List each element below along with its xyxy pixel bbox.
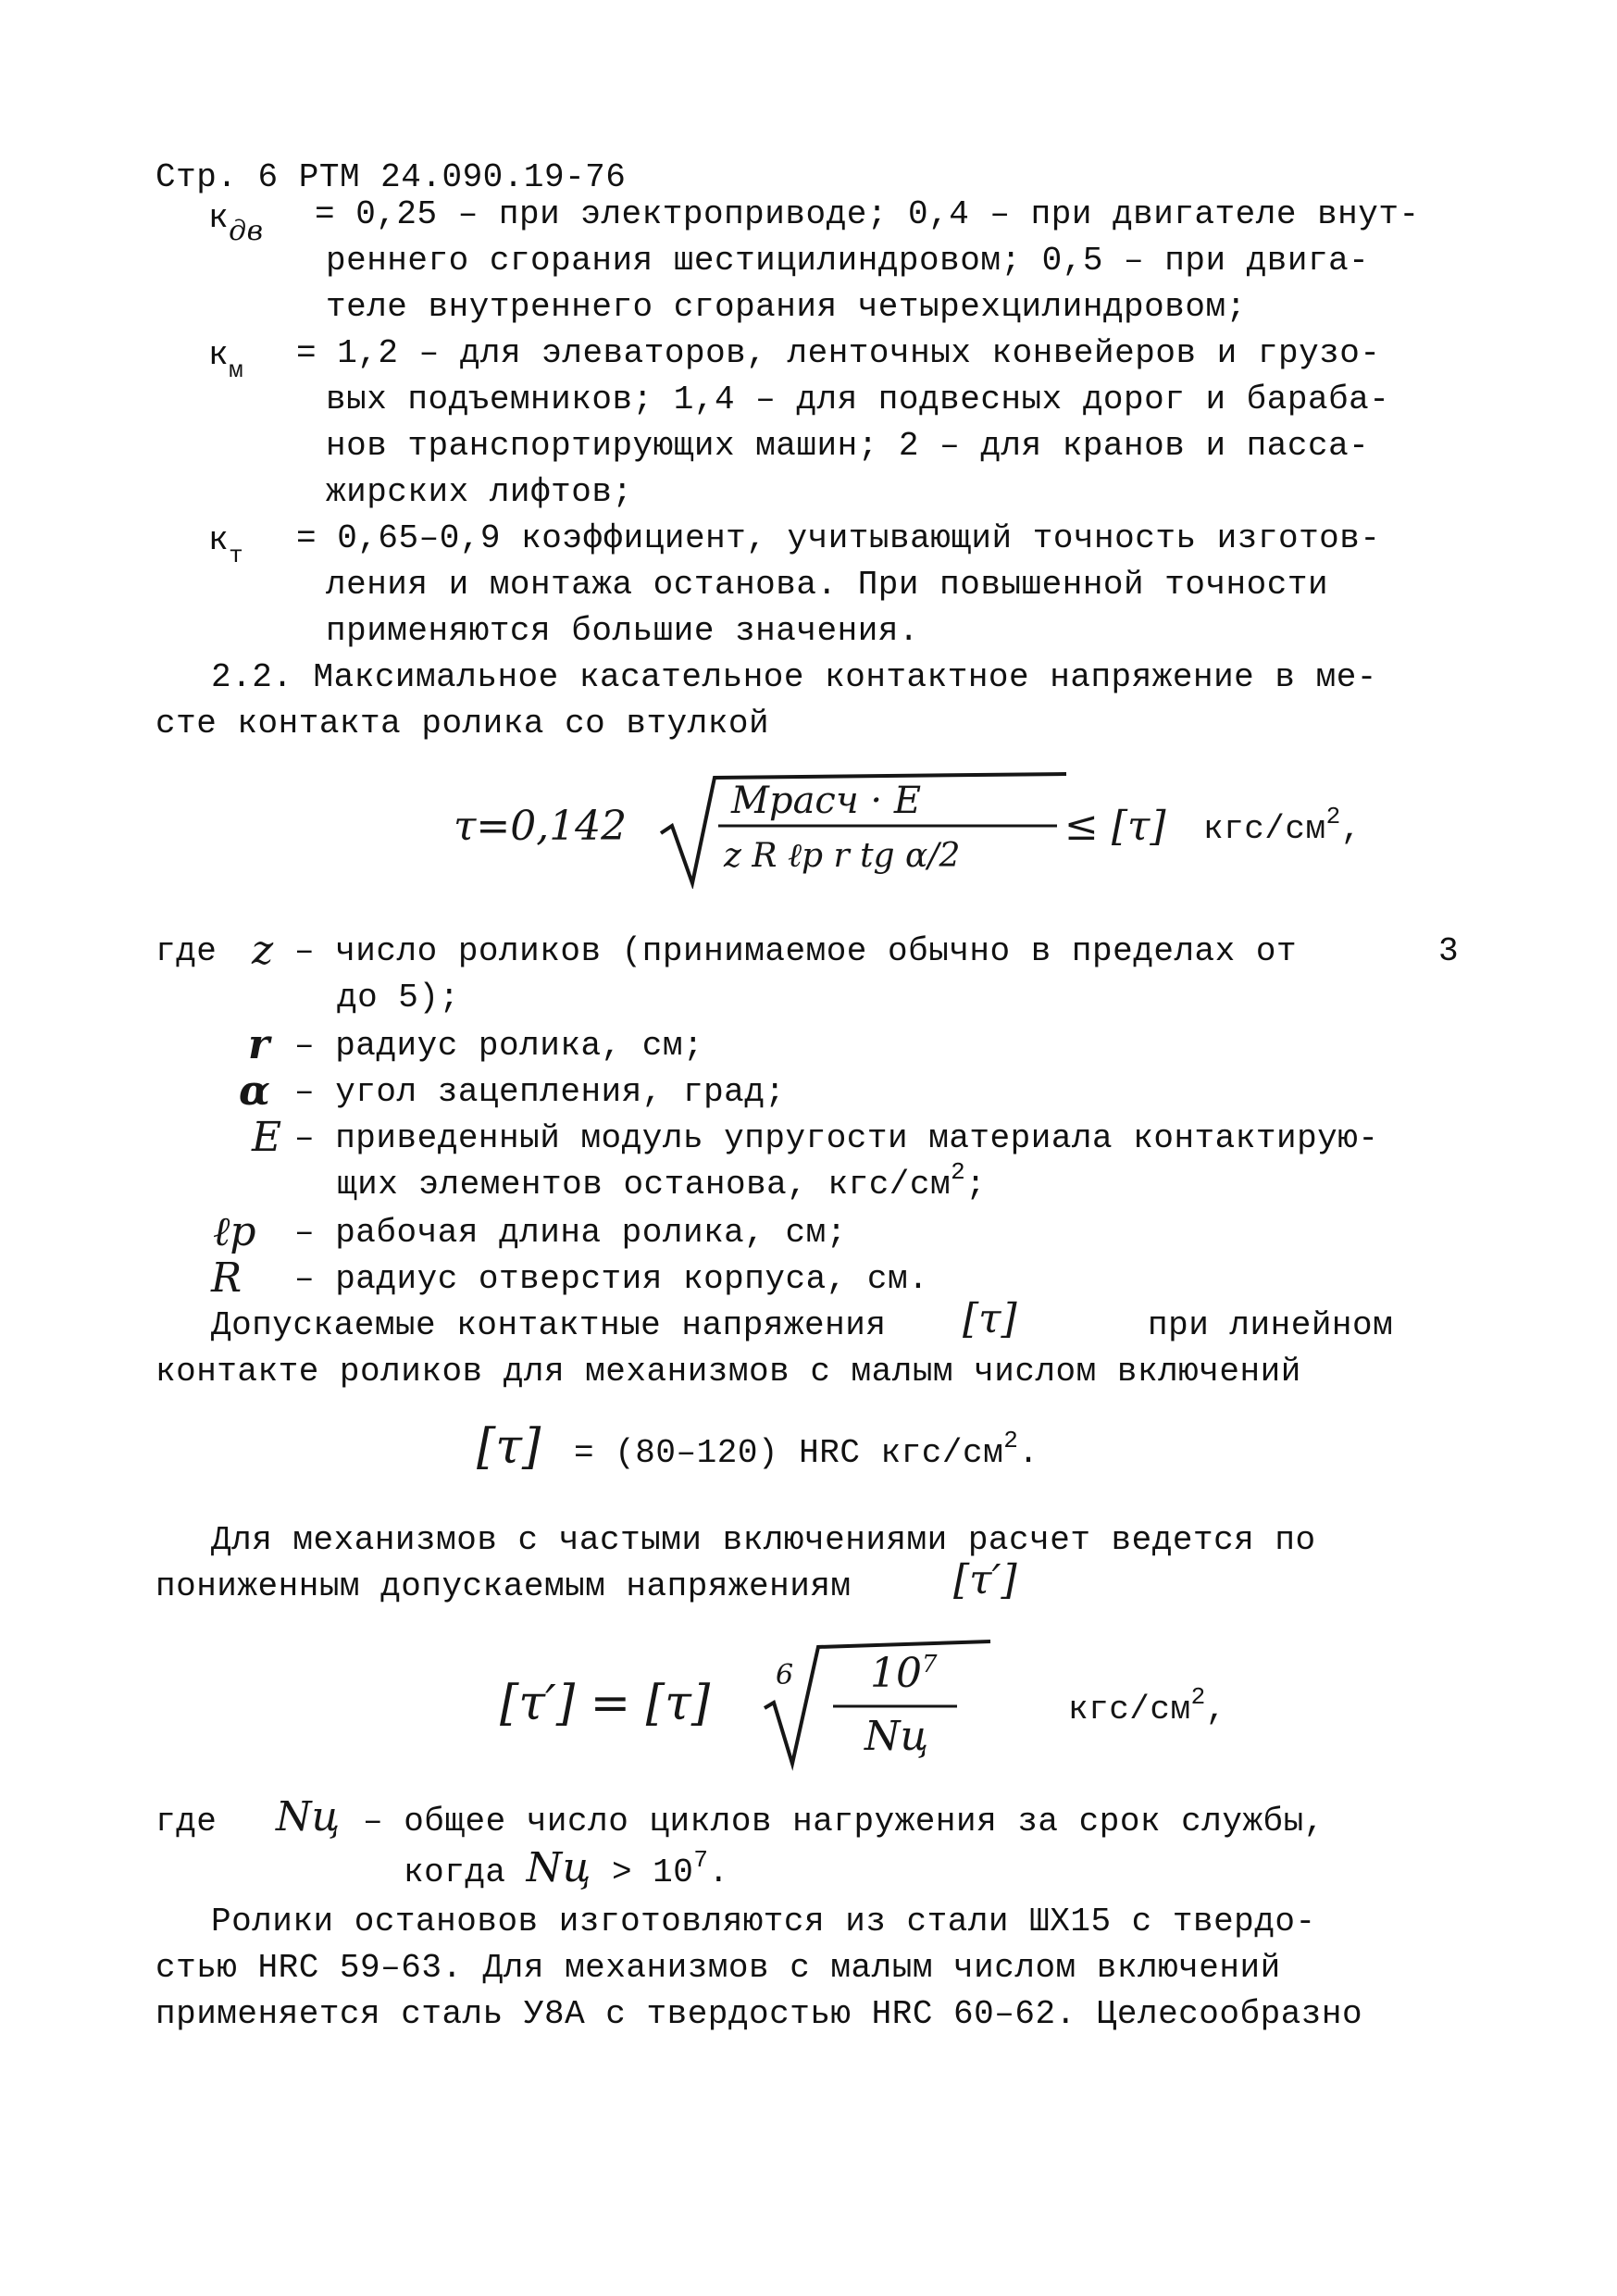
coefficient-kdv-line: теле внутреннего сгорания четырехцилиндровом; bbox=[326, 288, 1247, 326]
coefficient-kt-line: применяются большие значения. bbox=[326, 612, 920, 650]
def-symbol-z: z bbox=[252, 927, 274, 974]
formula-allowable-lhs: [τ] bbox=[477, 1419, 541, 1475]
def-cont-e: щих элементов останова, кгс/$см^2$; bbox=[337, 1158, 987, 1204]
allowable-symbol: [τ] bbox=[963, 1295, 1017, 1342]
def-text-z: – число роликов (принимаемое обычно в пределах от bbox=[294, 932, 1298, 970]
coefficient-km-line: жирских лифтов; bbox=[326, 473, 633, 511]
formula-unit: кгс/$см^2$, bbox=[1203, 803, 1362, 848]
fraction-numerator: $10^7$ bbox=[870, 1650, 938, 1697]
coefficient-km-symbol: $к_м$ bbox=[208, 336, 244, 384]
coefficient-km-line: = 1,2 – для элеваторов, ленточных конвейеров и грузо- bbox=[296, 334, 1381, 372]
cycles-symbol: Nц bbox=[276, 1793, 341, 1841]
materials-line: Ролики остановов изготовляются из стали ШХ15 с твердо- bbox=[211, 1903, 1316, 1940]
formula-lhs: τ=0,142 bbox=[454, 803, 628, 850]
document-code: РТМ 24.090.19-76 bbox=[298, 158, 627, 196]
coefficient-kdv-line: реннего сгорания шестицилиндровом; 0,5 – при двига- bbox=[326, 242, 1370, 280]
coefficient-kt-line: ления и монтажа останова. При повышенной точности bbox=[326, 566, 1329, 604]
frequent-symbol: [τ′] bbox=[953, 1556, 1017, 1603]
coefficient-km-line: нов транспортирующих машин; 2 – для кранов и пасса- bbox=[326, 427, 1370, 465]
section-2-2-line: сте контакта ролика со втулкой bbox=[155, 705, 770, 742]
coefficient-kdv-symbol: $к_{дв}$ bbox=[208, 199, 264, 247]
allowable-line-1b: при линейном bbox=[1148, 1306, 1394, 1344]
materials-line: стью HRC 59–63. Для механизмов с малым числом включений bbox=[155, 1949, 1281, 1987]
def-symbol-r: r bbox=[248, 1021, 270, 1068]
def-symbol-e: E bbox=[252, 1114, 282, 1161]
formula-allowable-rhs: = (80–120) HRC кгс/$см^2$. bbox=[574, 1427, 1039, 1472]
def-text-r-bore: – радиус отверстия корпуса, см. bbox=[294, 1260, 929, 1298]
coefficient-kt-symbol: $к_т$ bbox=[208, 521, 244, 569]
formula3-unit: кгс/$см^2$, bbox=[1068, 1683, 1226, 1728]
coefficient-kt-line: = 0,65–0,9 коэффициент, учитывающий точность изготов- bbox=[296, 519, 1381, 557]
root-index: 6 bbox=[776, 1659, 794, 1691]
where-label: где bbox=[155, 932, 218, 970]
formula-rhs: ≤ [τ] bbox=[1064, 803, 1166, 850]
formula-reduced-stress bbox=[500, 1634, 1259, 1773]
frequent-line-2: пониженным допускаемым напряжениям bbox=[155, 1567, 852, 1605]
cycles-line-2: когда Nц > $10^7$. bbox=[404, 1844, 729, 1891]
fraction-denominator: z R ℓp r tg α/2 bbox=[724, 837, 961, 875]
section-2-2-line: 2.2. Максимальное касательное контактное напряжение в ме- bbox=[211, 658, 1377, 696]
allowable-line-2: контакте роликов для механизмов с малым числом включений bbox=[155, 1353, 1301, 1391]
def-text-e: – приведенный модуль упругости материала контактирую- bbox=[294, 1119, 1379, 1157]
cycles-where: где bbox=[155, 1803, 218, 1841]
page-header bbox=[155, 157, 626, 198]
cycles-text: – общее число циклов нагружения за срок службы, bbox=[363, 1803, 1325, 1841]
formula3-lhs: [τ′] = [τ] bbox=[500, 1676, 711, 1731]
fraction-denominator: Nц bbox=[864, 1713, 929, 1760]
def-text-r: – радиус ролика, см; bbox=[294, 1027, 704, 1065]
page-number: Стр. 6 bbox=[155, 158, 279, 196]
coefficient-km-line: вых подъемников; 1,4 – для подвесных дорог и бараба- bbox=[326, 381, 1390, 418]
materials-line: применяется сталь У8А с твердостью HRC 60–62. Целесообразно bbox=[155, 1995, 1363, 2033]
def-extra-z: 3 bbox=[1438, 932, 1460, 970]
frequent-line-1: Для механизмов с частыми включениями расчет ведется по bbox=[211, 1521, 1316, 1559]
def-symbol-alpha: α bbox=[239, 1067, 270, 1115]
def-text-alpha: – угол зацепления, град; bbox=[294, 1073, 786, 1111]
formula-contact-stress bbox=[454, 768, 1398, 889]
coefficient-kdv-line: = 0,25 – при электроприводе; 0,4 – при двигателе внут- bbox=[315, 195, 1420, 233]
fraction-numerator: Mрасч · E bbox=[731, 780, 922, 822]
def-symbol-r-bore: R bbox=[211, 1254, 243, 1302]
def-cont-z: до 5); bbox=[337, 979, 460, 1017]
allowable-line-1a: Допускаемые контактные напряжения bbox=[211, 1306, 887, 1344]
def-text-lp: – рабочая длина ролика, см; bbox=[294, 1214, 847, 1252]
def-symbol-lp: ℓp bbox=[213, 1208, 256, 1255]
